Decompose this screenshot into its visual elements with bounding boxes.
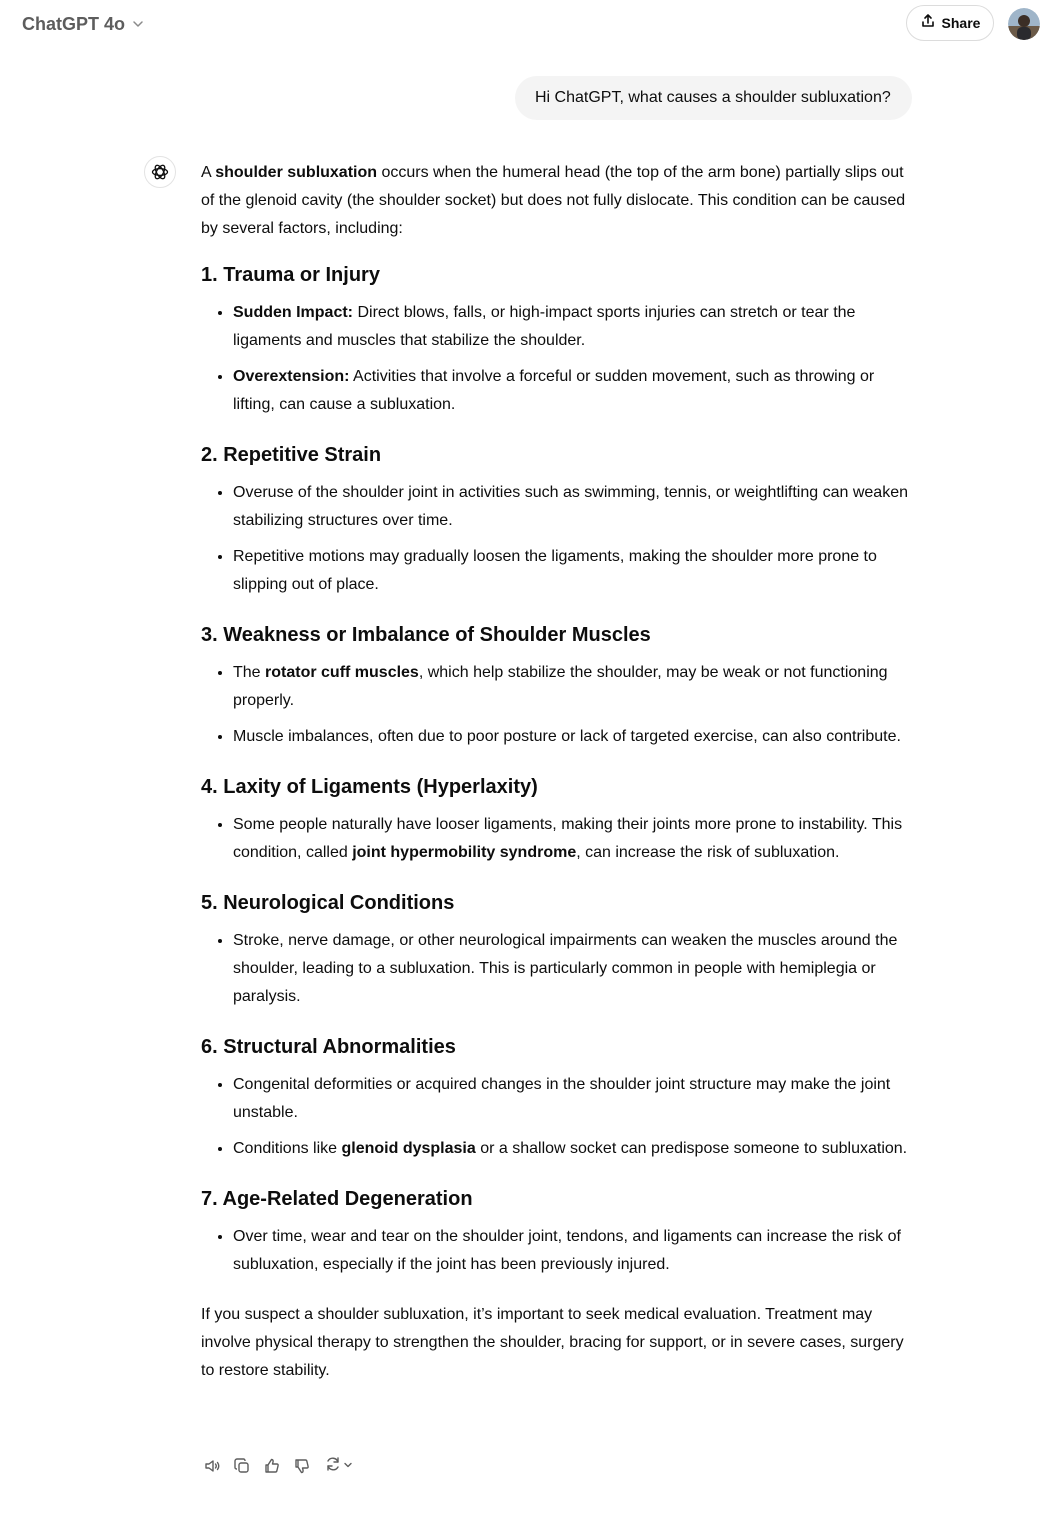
top-bar xyxy=(0,0,1056,48)
section-heading: 2. Repetitive Strain xyxy=(201,444,382,466)
user-avatar[interactable] xyxy=(1008,8,1040,40)
text-run: Direct blows, falls, or high-impact sports injuries can stretch or tear the ligaments and muscles that stabilize the shoulder. xyxy=(233,304,856,349)
text-run: Stroke, nerve damage, or other neurological impairments can weaken the muscles around the shoulder, leading to a subluxation. This is particularly common in people with hemiplegia or paralysis. xyxy=(233,932,898,1005)
chatgpt-logo-icon xyxy=(144,156,176,188)
bold-text: Sudden Impact: xyxy=(233,304,354,321)
user-message-text: Hi ChatGPT, what causes a shoulder subluxation? xyxy=(535,89,891,106)
text-run: The xyxy=(233,664,266,681)
share-label: Share xyxy=(941,15,981,31)
bold-text: glenoid dysplasia xyxy=(341,1140,476,1157)
cause-sections xyxy=(201,261,913,1279)
bold-text: joint hypermobility syndrome xyxy=(352,844,577,861)
model-name: ChatGPT 4o xyxy=(22,13,126,34)
text-run: Over time, wear and tear on the shoulder joint, tendons, and ligaments can increase the risk of subluxation, especially if the joint has been previously injured. xyxy=(233,1228,901,1273)
list-item xyxy=(233,363,913,419)
share-icon xyxy=(920,13,936,34)
model-selector[interactable] xyxy=(14,8,153,40)
list-item xyxy=(233,299,913,355)
text-run: Overuse of the shoulder joint in activities such as swimming, tennis, or weightlifting can weaken stabilizing structures over time. xyxy=(233,484,908,529)
bold-text: shoulder subluxation xyxy=(215,164,378,181)
text-run: Muscle imbalances, often due to poor posture or lack of targeted exercise, can also contribute. xyxy=(233,728,901,745)
copy-icon[interactable] xyxy=(231,1455,253,1477)
text-run: A xyxy=(201,164,216,181)
list-item xyxy=(233,659,913,715)
bold-text: Overextension: xyxy=(233,368,350,385)
list-item xyxy=(233,1135,913,1163)
thumbs-down-icon[interactable] xyxy=(291,1455,313,1477)
list-item xyxy=(233,543,913,599)
text-run: , which help stabilize the shoulder, may be weak or not functioning properly. xyxy=(233,664,888,709)
bullet-list xyxy=(201,299,913,419)
text-run: Some people naturally have looser ligaments, making their joints more prone to instability. This condition, called xyxy=(233,816,903,861)
bullet-list xyxy=(201,1071,913,1163)
list-item xyxy=(233,1223,913,1279)
bullet-list xyxy=(201,479,913,599)
bullet-list xyxy=(201,1223,913,1279)
outro-paragraph xyxy=(201,1301,913,1385)
user-message-bubble xyxy=(515,76,912,120)
bullet-list xyxy=(201,659,913,751)
text-run: If you suspect a shoulder subluxation, it’s important to seek medical evaluation. Treatment may involve physical therapy to strengthen the shoulder, bracing for support, or in severe cases, surgery to restore stability. xyxy=(201,1306,904,1379)
section-heading: 6. Structural Abnormalities xyxy=(201,1036,456,1058)
list-item xyxy=(233,479,913,535)
section-heading: 4. Laxity of Ligaments (Hyperlaxity) xyxy=(201,776,538,798)
list-item xyxy=(233,927,913,1011)
chevron-down-icon xyxy=(131,17,145,31)
text-run: Congenital deformities or acquired changes in the shoulder joint structure may make the joint unstable. xyxy=(233,1076,891,1121)
section-heading: 1. Trauma or Injury xyxy=(201,264,380,286)
thumbs-up-icon[interactable] xyxy=(261,1455,283,1477)
read-aloud-icon[interactable] xyxy=(201,1455,223,1477)
share-button[interactable] xyxy=(906,5,994,41)
text-run: occurs when the humeral head (the top of the arm bone) partially slips out of the glenoid cavity (the shoulder socket) but does not fully dislocate. This condition can be caused by several factors, including: xyxy=(201,164,906,237)
text-run: Conditions like xyxy=(233,1140,342,1157)
regenerate-icon xyxy=(324,1455,342,1478)
list-item xyxy=(233,811,913,867)
regenerate-button[interactable] xyxy=(321,1455,355,1477)
section-heading: 5. Neurological Conditions xyxy=(201,892,455,914)
chevron-down-icon xyxy=(343,1457,353,1475)
section-heading: 3. Weakness or Imbalance of Shoulder Muscles xyxy=(201,624,651,646)
section-heading: 7. Age-Related Degeneration xyxy=(201,1188,473,1210)
bullet-list xyxy=(201,927,913,1011)
assistant-response xyxy=(201,159,913,1385)
message-actions xyxy=(201,1455,355,1477)
text-run: Repetitive motions may gradually loosen the ligaments, making the shoulder more prone to slipping out of place. xyxy=(233,548,877,593)
list-item xyxy=(233,723,913,751)
text-run: Activities that involve a forceful or sudden movement, such as throwing or lifting, can cause a subluxation. xyxy=(233,368,875,413)
list-item xyxy=(233,1071,913,1127)
intro-paragraph xyxy=(201,159,913,243)
text-run: or a shallow socket can predispose someone to subluxation. xyxy=(475,1140,908,1157)
text-run: , can increase the risk of subluxation. xyxy=(576,844,840,861)
bullet-list xyxy=(201,811,913,867)
bold-text: rotator cuff muscles xyxy=(265,664,419,681)
